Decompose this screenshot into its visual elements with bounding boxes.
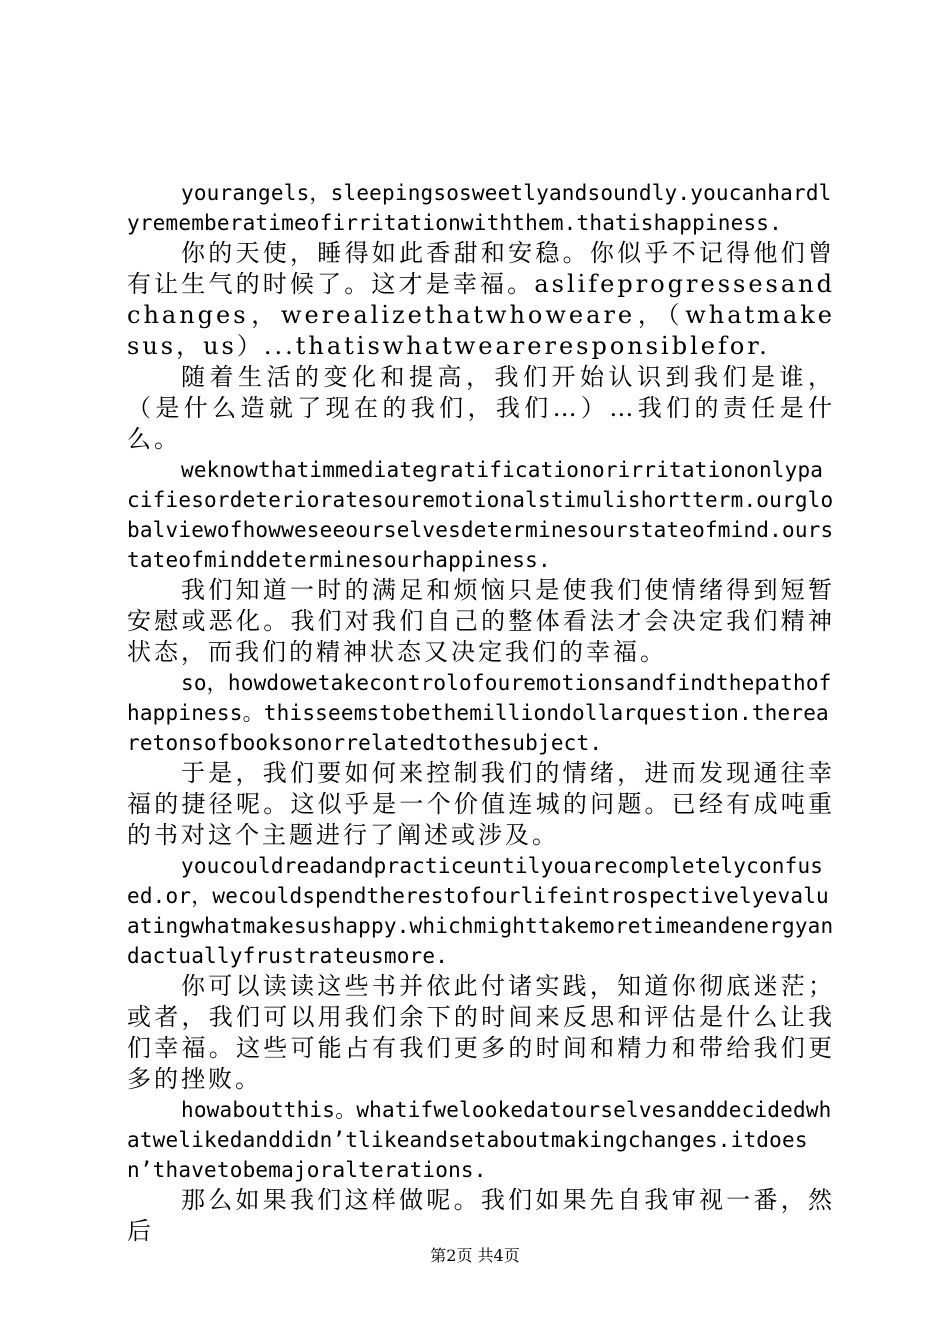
paragraph-chinese: 你的天使，睡得如此香甜和安稳。你似乎不记得他们曾有让生气的时候了。这才是幸福。aslifeprogressesandchanges，werealizethatwhoweare，（whatmakesus，us）...thatiswhatweareresponsiblefor.	[127, 239, 835, 360]
paragraph-english: howaboutthis。whatifwelookedatourselvesanddecidedwhatwelikedanddidn’tlikeandsetaboutmakingchanges.itdoesn’thavetobemajoralterations.	[127, 1098, 832, 1182]
paragraph-chinese: 我们知道一时的满足和烦恼只是使我们使情绪得到短暂安慰或恶化。我们对我们自己的整体看法才会决定我们精神状态，而我们的精神状态又决定我们的幸福。	[127, 576, 835, 666]
paragraph-chinese: 于是，我们要如何来控制我们的情绪，进而发现通往幸福的捷径呢。这似乎是一个价值连城的问题。已经有成吨重的书对这个主题进行了阐述或涉及。	[127, 759, 835, 849]
paragraph-chinese: 你可以读读这些书并依此付诸实践，知道你彻底迷茫；或者，我们可以用我们余下的时间来反思和评估是什么让我们幸福。这些可能占有我们更多的时间和精力和带给我们更多的挫败。	[127, 972, 835, 1093]
paragraph-chinese: 那么如果我们这样做呢。我们如果先自我审视一番，然后	[127, 1186, 835, 1245]
paragraph-english: so，howdowetakecontrolofouremotionsandfindthepathofhappiness。thisseemstobethemilliondollarquestion.therearetonsofbooksonorrelatedtothesubject.	[127, 671, 832, 755]
paragraph-english: weknowthatimmediategratificationorirritationonlypacifiesordeterioratesouremotionalstimulishortterm.ourglobalviewofhowweseeourselvesdeterminesourstateofmind.ourstateofminddeterminesourhappiness.	[127, 458, 834, 572]
page-number-footer: 第2页 共4页	[430, 1246, 520, 1265]
paragraph-chinese: 随着生活的变化和提高，我们开始认识到我们是谁，（是什么造就了现在的我们，我们…）…我们的责任是什么。	[127, 363, 835, 453]
paragraph-english: yourangels，sleepingsosweetlyandsoundly.youcanhardlyrememberatimeofirritationwiththem.thatishappiness.	[127, 181, 832, 235]
document-body	[127, 178, 835, 1247]
paragraph-english: youcouldreadandpracticeuntilyouarecompletelyconfused.or，wecouldspendtherestofourlifeintrospectivelyevaluatingwhatmakesushappy.whichmighttakemoretimeandenergyandactuallyfrustrateusmore.	[127, 854, 834, 968]
